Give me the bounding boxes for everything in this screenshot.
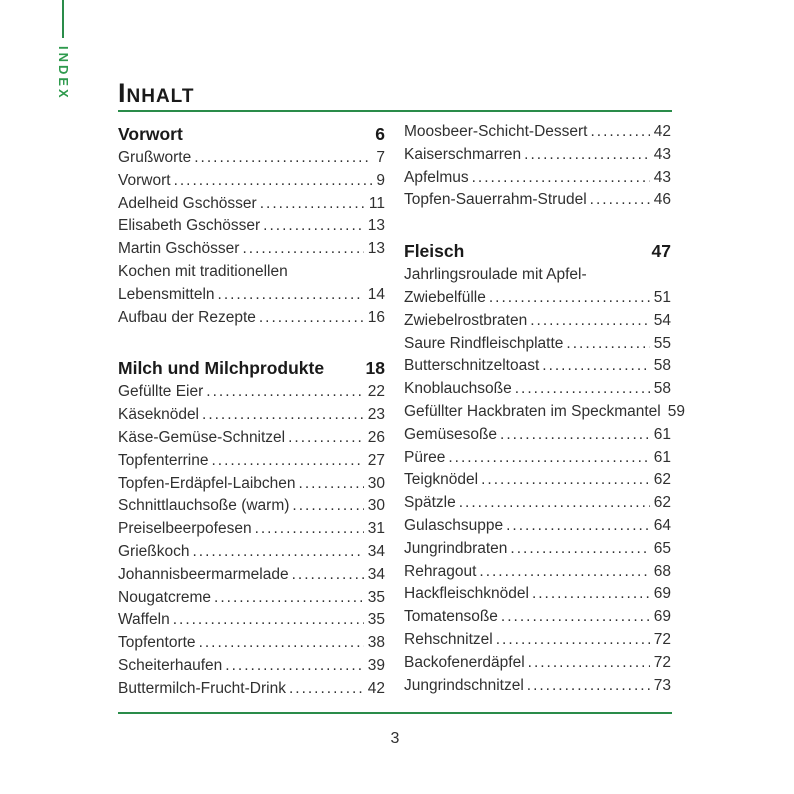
page-number: 3 [390,730,400,747]
leader-dots [566,333,649,356]
leader-dots [292,495,363,518]
toc-entry [404,561,671,584]
toc-entry-label: Jungrindbraten [404,539,508,557]
leader-dots [528,652,650,675]
toc-entry [404,144,671,167]
leader-dots [506,515,650,538]
toc-entry-page: 46 [653,191,671,209]
toc-entry-page: 31 [367,520,385,538]
toc-entry [404,652,671,675]
footer-rule [118,712,672,714]
leader-dots [260,193,365,216]
leader-dots [299,473,364,496]
toc-entry-label: Zwiebelfülle [404,288,486,306]
toc-entry-label: Grießkoch [118,542,190,560]
toc-entry [404,675,671,698]
toc-entry-page: 58 [653,357,671,375]
toc-entry-page: 59 [667,402,685,420]
toc-entry-page: 62 [653,494,671,512]
toc-entry-label: Moosbeer-Schicht-Dessert [404,123,588,140]
leader-dots [214,587,364,610]
toc-entry-page: 55 [653,334,671,352]
toc-entry-page: 35 [367,611,385,629]
toc-entry-label: Spätzle [404,494,456,512]
toc-entry [404,515,671,538]
toc-entry [118,587,385,610]
toc-entry-page: 43 [653,168,671,186]
toc-entry-page: 65 [653,539,671,557]
toc-entry [118,541,385,564]
toc-entry [118,215,385,238]
toc-entry-page: 9 [376,171,385,189]
leader-dots [590,189,650,212]
toc-entry-page: 43 [653,145,671,163]
toc-entry-label: Aufbau der Rezepte [118,308,256,326]
toc-entry-page: 26 [367,428,385,446]
toc-entry [118,284,385,307]
leader-dots [496,629,650,652]
toc-entry [118,147,385,170]
toc-entry-label: Scheiterhaufen [118,656,223,674]
toc-entry-label: Topfenterrine [118,451,209,469]
toc-entry-page: 72 [653,630,671,648]
leader-dots [459,492,650,515]
toc-entry-label: Gemüsesoße [404,425,498,443]
leader-dots [174,170,373,193]
toc-entry-label: Teigknödel [404,471,479,489]
leader-dots [524,144,650,167]
leader-dots [289,678,364,701]
leader-dots [542,355,649,378]
toc-entry-label: Kaiserschmarren [404,145,522,163]
toc-entry-label: Kochen mit traditionellen [118,262,288,280]
toc-entry [404,121,671,144]
toc-entry-label: Grußworte [118,149,192,166]
toc-entry-label: Martin Gschösser [118,240,240,258]
toc-section-heading [404,238,671,264]
toc-entry [118,632,385,655]
toc-entry [404,310,671,333]
toc-entry-label: Gefüllter Hackbraten im Speckmantel [404,402,661,420]
toc-entry-label: Gulaschsuppe [404,516,504,534]
toc-entry-page: 58 [653,380,671,398]
chapter-tab-rule [62,0,64,38]
toc-entry-page: 34 [367,542,385,560]
toc-entry-page: 13 [367,217,385,235]
title-rule [118,110,672,112]
toc-entry-page: 6 [375,124,385,144]
leader-dots [263,215,364,238]
toc-entry-label: Adelheid Gschösser [118,194,257,212]
toc-entry [404,264,671,287]
toc-entry-label: Waffeln [118,611,170,629]
toc-column-left [118,121,385,701]
leader-dots [481,469,650,492]
toc-entry-page: 69 [653,608,671,626]
toc-entry-label: Jahrlingsroulade mit Apfel- [404,266,587,284]
leader-dots [193,541,364,564]
toc-entry-page: 34 [367,565,385,583]
toc-entry [404,606,671,629]
toc-entry [118,564,385,587]
toc-entry [404,378,671,401]
toc-entry [118,404,385,427]
toc-section-title: Milch und Milchprodukte [118,358,325,379]
toc-entry-page: 30 [367,474,385,492]
toc-entry-label: Buttermilch-Frucht-Drink [118,679,286,697]
toc-entry [118,678,385,701]
leader-dots [202,404,364,427]
toc-entry-label: Schnittlauchsoße (warm) [118,497,290,515]
toc-entry-page: 7 [376,149,385,166]
toc-entry [118,655,385,678]
toc-entry-label: Butterschnitzeltoast [404,357,540,375]
chapter-tab-label: INDEX [56,46,71,101]
toc-entry [404,538,671,561]
toc-entry-page: 16 [367,308,385,326]
leader-dots [242,238,363,261]
toc-entry [118,495,385,518]
toc-entry-label: Tomatensoße [404,608,498,626]
toc-entry [404,287,671,310]
toc-entry [118,427,385,450]
leader-dots [292,564,364,587]
toc-entry-page: 61 [653,425,671,443]
toc-entry-page: 35 [367,588,385,606]
toc-entry [404,492,671,515]
toc-entry-label: Elisabeth Gschösser [118,217,261,235]
toc-entry [404,424,671,447]
toc-entry [404,355,671,378]
toc-section-heading [118,355,385,381]
leader-dots [501,606,650,629]
toc-entry [118,193,385,216]
toc-entry-label: Johannisbeermarmelade [118,565,289,583]
toc-entry [404,401,685,424]
toc-entry-page: 54 [653,311,671,329]
toc-entry [118,609,385,632]
toc-entry-label: Zwiebelrostbraten [404,311,528,329]
toc-entry-page: 72 [653,653,671,671]
leader-dots [532,583,650,606]
leader-dots [206,381,363,404]
toc-entry-page: 30 [367,497,385,515]
toc-entry [404,447,671,470]
toc-entry-page: 51 [653,288,671,306]
leader-dots [590,121,649,144]
toc-entry-label: Gefüllte Eier [118,383,204,401]
toc-entry [118,307,385,330]
toc-entry-page: 38 [367,634,385,652]
toc-entry-label: Saure Rindfleischplatte [404,334,564,352]
toc-entry-page: 39 [367,656,385,674]
leader-dots [472,167,650,190]
toc-entry-label: Rehragout [404,562,477,580]
toc-entry [404,333,671,356]
leader-dots [288,427,364,450]
toc-entry-page: 23 [367,406,385,424]
toc-entry-page: 18 [365,358,385,379]
toc-entry-page: 27 [367,451,385,469]
toc-entry-label: Püree [404,448,446,466]
toc-entry-label: Käse-Gemüse-Schnitzel [118,428,286,446]
leader-dots [515,378,650,401]
toc-entry-page: 64 [653,516,671,534]
toc-entry [404,583,671,606]
toc-entry-page: 73 [653,676,671,694]
leader-dots [194,147,372,170]
leader-dots [527,675,650,698]
toc-entry [118,170,385,193]
toc-entry-label: Topfentorte [118,634,196,652]
leader-dots [530,310,650,333]
toc-entry [118,261,385,284]
leader-dots [173,609,364,632]
toc-entry-page: 22 [367,383,385,401]
leader-dots [211,450,363,473]
toc-entry-label: Knoblauchsoße [404,380,512,398]
toc-entry-page: 68 [653,562,671,580]
toc-section-heading [118,121,385,147]
toc-entry [118,518,385,541]
toc-section-title: Vorwort [118,124,183,144]
leader-dots [259,307,364,330]
toc-entry-page: 42 [653,123,671,140]
toc-entry-label: Nougatcreme [118,588,212,606]
toc-entry-label: Preiselbeerpofesen [118,520,252,538]
toc-entry-label: Lebensmitteln [118,285,215,303]
leader-dots [500,424,650,447]
toc-entry [404,167,671,190]
leader-dots [218,284,364,307]
toc-entry [404,629,671,652]
toc-entry [118,473,385,496]
toc-entry-label: Vorwort [118,171,171,189]
leader-dots [510,538,649,561]
leader-dots [448,447,649,470]
toc-entry-page: 11 [368,194,385,212]
toc-entry-page: 47 [651,241,671,262]
toc-entry [118,381,385,404]
toc-entry [404,469,671,492]
leader-dots [225,655,363,678]
toc-entry-page: 61 [653,448,671,466]
leader-dots [479,561,649,584]
toc-columns [118,121,685,701]
toc-entry-page: 14 [367,285,385,303]
toc-content [118,78,685,701]
toc-entry-label: Apfelmus [404,168,469,186]
toc-entry-label: Jungrindschnitzel [404,676,524,694]
toc-entry [118,450,385,473]
toc-column-right [404,121,685,701]
toc-section-title: Fleisch [404,241,465,262]
toc-entry-label: Topfen-Sauerrahm-Strudel [404,191,587,209]
toc-entry [118,238,385,261]
leader-dots [489,287,650,310]
leader-dots [255,518,364,541]
toc-entry-label: Käseknödel [118,406,200,424]
leader-dots [199,632,364,655]
toc-entry-label: Backofenerdäpfel [404,653,525,671]
toc-entry-label: Rehschnitzel [404,630,493,648]
toc-entry-page: 42 [367,679,385,697]
page-title: Inhalt [118,78,195,108]
toc-entry-page: 13 [367,240,385,258]
toc-entry-label: Topfen-Erdäpfel-Laibchen [118,474,296,492]
toc-entry-page: 62 [653,471,671,489]
toc-entry-page: 69 [653,585,671,603]
toc-entry-label: Hackfleischknödel [404,585,529,603]
toc-entry [404,189,671,212]
